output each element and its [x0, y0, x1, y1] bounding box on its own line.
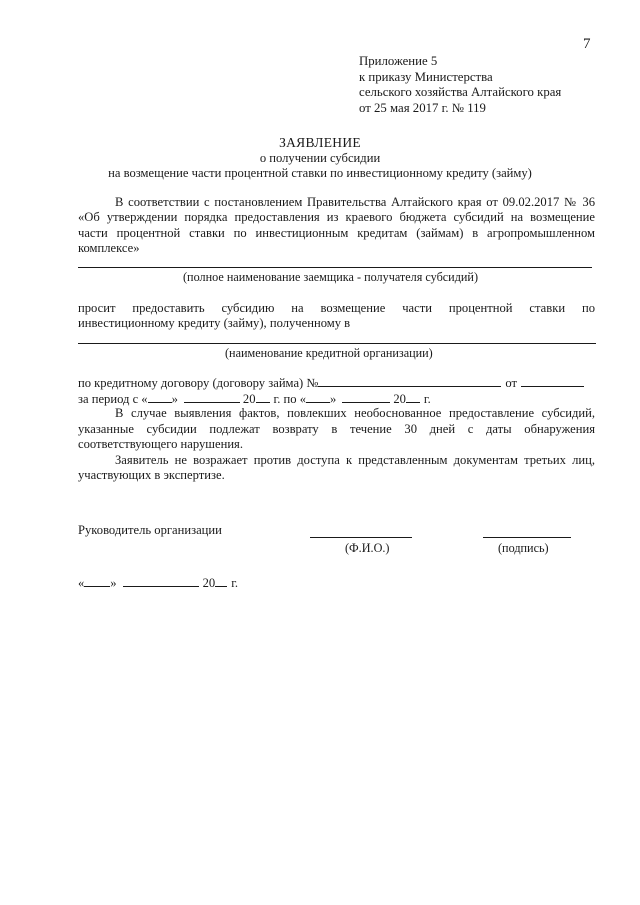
annex-line: к приказу Министерства	[359, 69, 493, 84]
quote-mark: »	[171, 392, 178, 406]
year-prefix: 20	[202, 576, 216, 590]
year-suffix: г.	[423, 392, 431, 406]
date-day-field[interactable]	[84, 575, 110, 587]
annex-header	[359, 54, 561, 116]
period-to-label: г. по «	[273, 392, 307, 406]
bank-caption: (наименование кредитной организации)	[225, 346, 433, 360]
fio-caption: (Ф.И.О.)	[345, 541, 390, 555]
borrower-caption: (полное наименование заемщика - получателя субсидий)	[183, 270, 479, 284]
period-to-year-field[interactable]	[406, 391, 420, 403]
consent-line: Заявитель не возражает против доступа к представленным документам третьих лиц,	[115, 453, 595, 467]
page-number: 7	[583, 36, 591, 52]
bank-name-line[interactable]	[78, 343, 596, 344]
request-line: инвестиционному кредиту (займу), полученному в	[78, 316, 351, 330]
year-prefix: 20	[393, 392, 406, 406]
period-from-year-field[interactable]	[256, 391, 270, 403]
period-line	[78, 391, 431, 407]
quote-mark: »	[330, 392, 337, 406]
period-from-day-field[interactable]	[148, 391, 172, 403]
signature-field[interactable]	[483, 537, 571, 538]
quote-mark: «	[78, 576, 85, 590]
date-month-field[interactable]	[123, 575, 199, 587]
contract-from-label: от	[505, 376, 518, 390]
request-line: просит предоставить субсидию на возмещение части процентной ставки по	[78, 301, 595, 315]
contract-label: по кредитному договору (договору займа) №	[78, 376, 319, 390]
document-subtitle: о получении субсидии	[259, 151, 381, 165]
signature-caption: (подпись)	[498, 541, 549, 555]
date-year-field[interactable]	[215, 575, 227, 587]
date-line	[78, 575, 238, 591]
year-prefix: 20	[242, 392, 256, 406]
period-label: за период с «	[78, 392, 148, 406]
contract-line	[78, 375, 584, 391]
intro-line: В соответствии с постановлением Правительства Алтайского края от 09.02.2017 № 36	[115, 195, 595, 209]
annex-line: Приложение 5	[359, 54, 438, 68]
intro-line: комплексе»	[78, 241, 140, 255]
document-subtitle: на возмещение части процентной ставки по инвестиционному кредиту (займу)	[108, 166, 532, 180]
borrower-name-line[interactable]	[78, 267, 592, 268]
refund-line: В случае выявления фактов, повлекших необоснованное предоставление субсидий,	[115, 406, 595, 420]
head-label: Руководитель организации	[78, 523, 222, 537]
intro-line: части процентной ставки по инвестиционным кредитам (займам) в агропромышленном	[78, 226, 595, 240]
year-suffix: г.	[231, 576, 239, 590]
fio-field[interactable]	[310, 537, 412, 538]
refund-line: соответствующего нарушения.	[78, 437, 244, 451]
consent-line: участвующих в экспертизе.	[78, 468, 225, 482]
refund-line: указанные субсидии подлежат возврату в течение 30 дней с даты обнаружения	[78, 422, 595, 436]
document-title: ЗАЯВЛЕНИЕ	[279, 135, 361, 150]
intro-line: «Об утверждении порядка предоставления из краевого бюджета субсидий на возмещение	[78, 210, 595, 224]
period-to-month-field[interactable]	[342, 391, 390, 403]
contract-number-field[interactable]	[318, 375, 501, 387]
period-from-month-field[interactable]	[184, 391, 240, 403]
period-to-day-field[interactable]	[306, 391, 330, 403]
contract-date-field[interactable]	[521, 375, 584, 387]
annex-line: сельского хозяйства Алтайского края	[359, 85, 562, 99]
annex-line: от 25 мая 2017 г. № 119	[359, 100, 486, 115]
quote-mark: »	[110, 576, 117, 590]
